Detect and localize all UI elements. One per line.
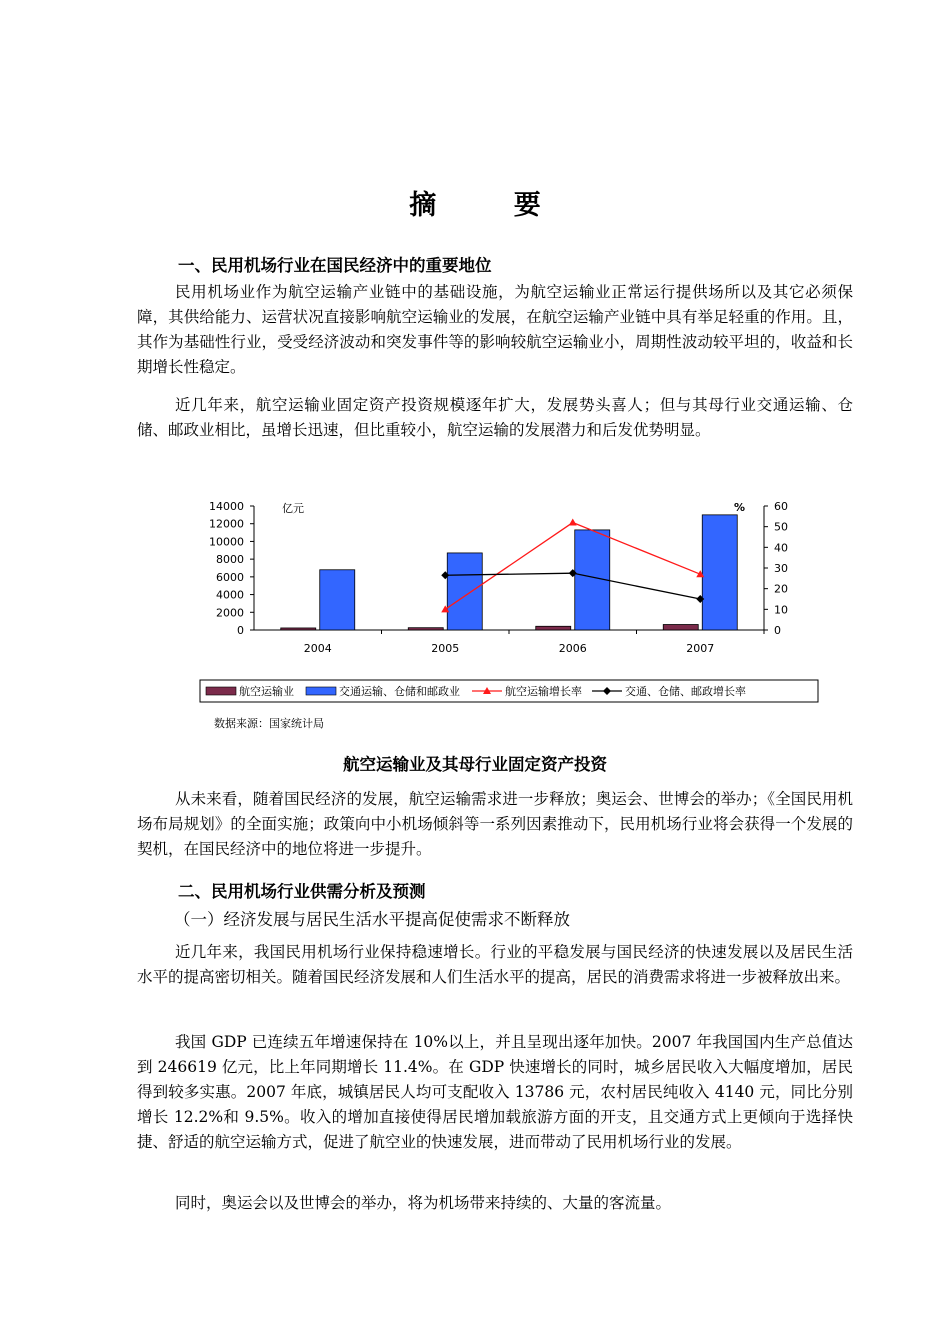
page-title: 摘 要: [409, 190, 575, 221]
chart-svg: [196, 492, 822, 712]
right-tick-label: 20: [774, 582, 788, 596]
legend-swatch: [306, 687, 336, 695]
point-aviation-growth: [569, 519, 577, 526]
bar-transport: [447, 553, 482, 630]
bar-transport: [320, 570, 355, 630]
paragraph-1: 民用机场业作为航空运输产业链中的基础设施，为航空运输业正常运行提供场所以及其它必须保障，其供给能力、运营状况直接影响航空运输业的发展，在航空运输产业链中具有举足轻重的作用。且，其作为基础性行业，受受经济波动和突发事件等的影响较航空运输业小，周期性波动较平坦的，收益和长期增长性稳定。: [137, 283, 853, 376]
right-tick-label: 30: [774, 562, 788, 575]
data-source-note: 数据来源：国家统计局: [214, 717, 324, 730]
bar-aviation: [408, 628, 443, 630]
investment-chart: [196, 492, 822, 736]
section1-heading: 一、民用机场行业在国民经济中的重要地位: [178, 256, 492, 275]
legend-label: 交通运输、仓储和邮政业: [339, 685, 460, 698]
right-tick-label: 0: [774, 624, 781, 637]
left-tick-label: 2000: [216, 606, 244, 620]
x-tick-label: 2005: [431, 642, 460, 655]
legend-swatch: [206, 687, 236, 695]
right-tick-label: 10: [774, 603, 788, 617]
line-aviation-growth: [445, 523, 700, 610]
legend-label: 航空运输增长率: [505, 685, 582, 698]
paragraph-4: 近几年来，我国民用机场行业保持稳速增长。行业的平稳发展与国民经济的快速发展以及居民生活水平的提高密切相关。随着国民经济发展和人们生活水平的提高，居民的消费需求将进一步被释放出来。: [137, 943, 853, 986]
bar-aviation: [536, 626, 571, 630]
bar-aviation: [663, 625, 698, 630]
left-tick-label: 4000: [216, 588, 244, 602]
paragraph-5: 我国 GDP 已连续五年增速保持在 10%以上，并且呈现出逐年加快。2007 年我国国内生产总值达到 246619 亿元，比上年同期增长 11.4%。在 GDP 快速增长的同时，城乡居民收入大幅度增加，居民得到较多实惠。2007 年底，城镇居民人均可支配收入 13786 元，农村居民纯收入 4140 元，同比分别增长 12.2%和 9.5%。收入的增加直接使得居民增加载旅游方面的开支，且交通方式上更倾向于选择快捷、舒适的航空运输方式，促进了航空业的快速发展，进而带动了民用机场行业的发展。: [137, 1033, 853, 1151]
left-tick-label: 10000: [209, 535, 244, 549]
paragraph-6: 同时，奥运会以及世博会的举办，将为机场带来持续的、大量的客流量。: [175, 1194, 672, 1212]
legend-label: 航空运输业: [239, 685, 294, 698]
left-unit-label: 亿元: [282, 502, 304, 515]
left-tick-label: 14000: [209, 500, 244, 513]
left-tick-label: 6000: [216, 570, 244, 584]
left-tick-label: 8000: [216, 553, 244, 567]
subsection1-heading: （一）经济发展与居民生活水平提高促使需求不断释放: [174, 910, 570, 929]
bar-aviation: [281, 628, 316, 630]
right-tick-label: 40: [774, 541, 788, 555]
x-tick-label: 2007: [686, 642, 715, 655]
left-tick-label: 0: [237, 624, 244, 637]
right-tick-label: 50: [774, 520, 788, 534]
right-tick-label: 60: [774, 500, 788, 513]
x-tick-label: 2004: [303, 642, 332, 655]
right-unit-label: %: [734, 501, 746, 514]
legend-label: 交通、仓储、邮政增长率: [625, 685, 746, 698]
section2-heading: 二、民用机场行业供需分析及预测: [178, 882, 426, 901]
chart-caption: 航空运输业及其母行业固定资产投资: [343, 755, 607, 774]
left-tick-label: 12000: [209, 517, 244, 531]
bar-transport: [702, 515, 737, 630]
x-tick-label: 2006: [558, 642, 587, 655]
paragraph-3: 从未来看，随着国民经济的发展，航空运输需求进一步释放；奥运会、世博会的举办；《全国民用机场布局规划》的全面实施；政策向中小机场倾斜等一系列因素推动下，民用机场行业将会获得一个发展的契机，在国民经济中的地位将进一步提升。: [137, 790, 853, 858]
paragraph-2: 近几年来，航空运输业固定资产投资规模逐年扩大，发展势头喜人；但与其母行业交通运输、仓储、邮政业相比，虽增长迅速，但比重较小，航空运输的发展潜力和后发优势明显。: [137, 396, 853, 439]
